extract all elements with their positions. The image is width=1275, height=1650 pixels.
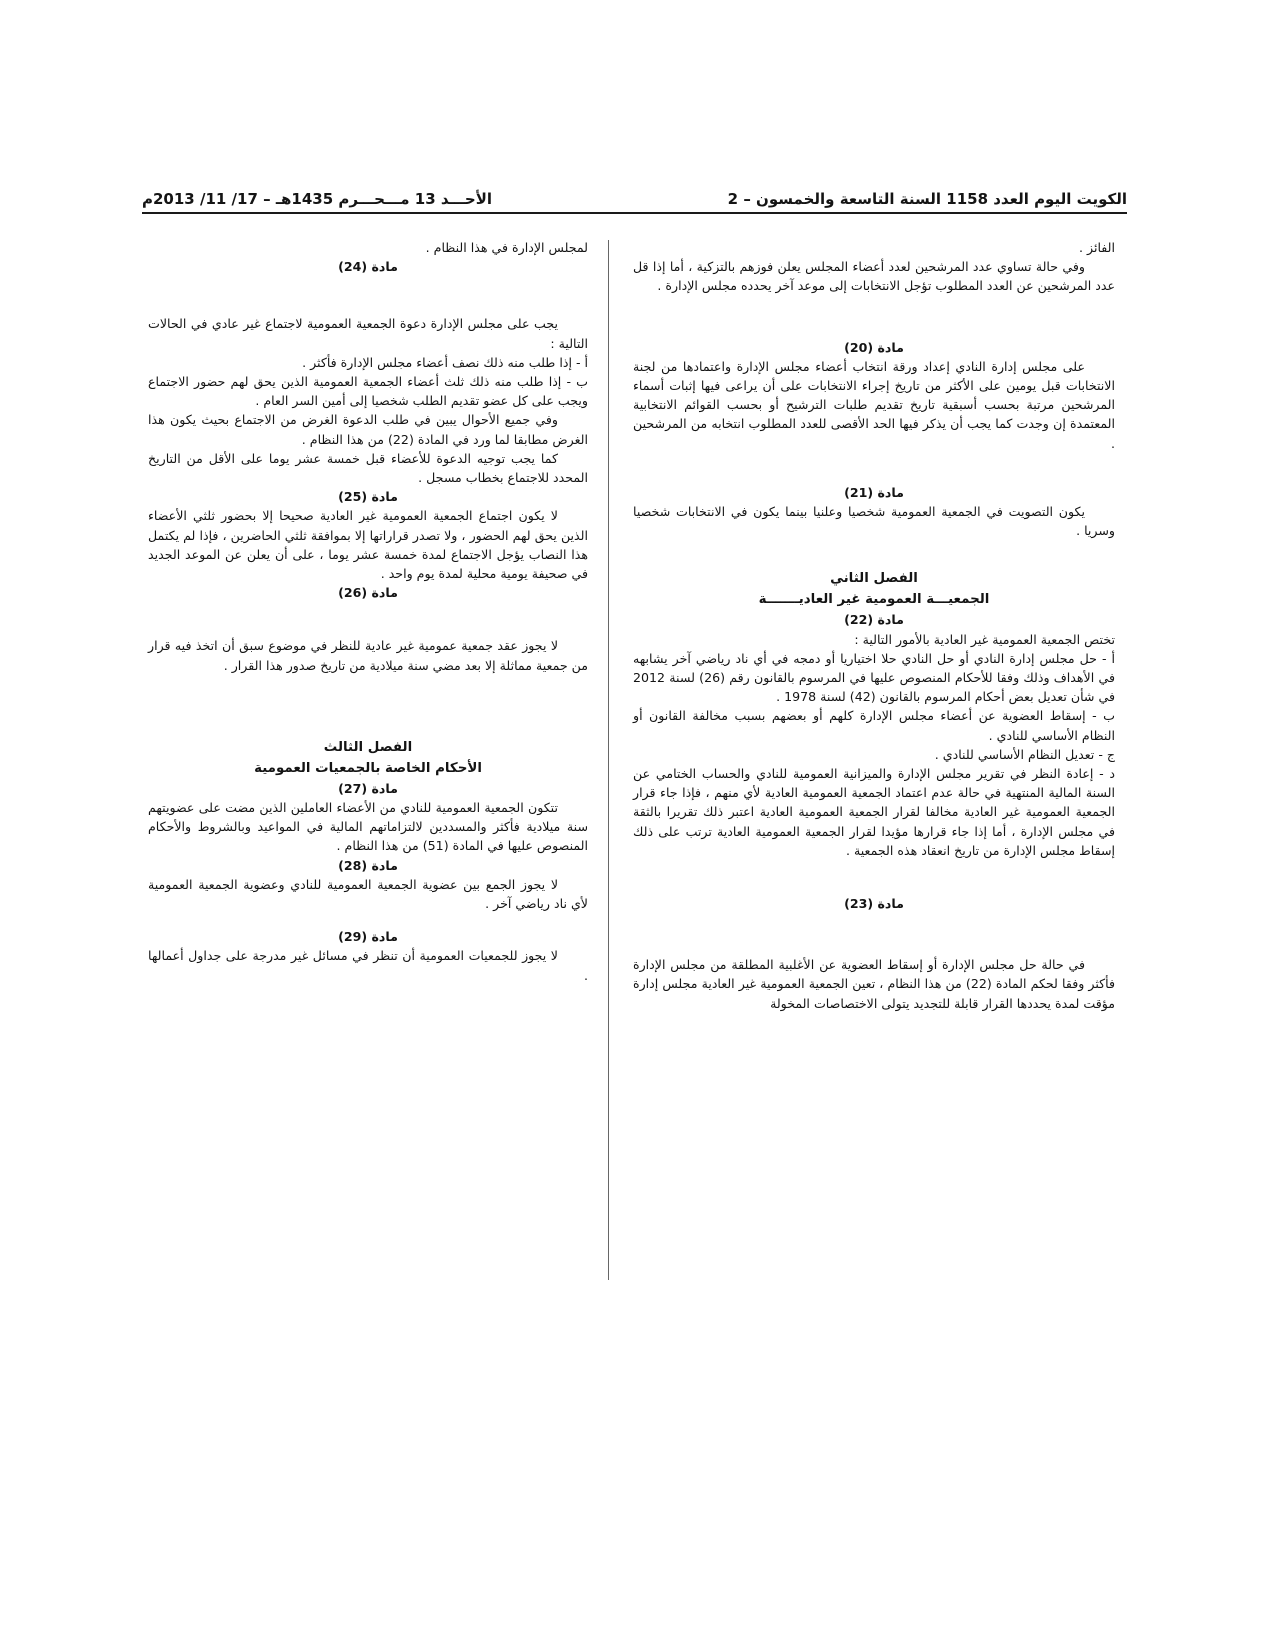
paragraph: لا يجوز للجمعيات العمومية أن تنظر في مسائل غير مدرجة على جداول أعمالها . — [148, 948, 588, 983]
article-heading: مادة (23) — [844, 896, 904, 912]
paragraph: الفائز . — [1078, 240, 1115, 255]
paragraph: تختص الجمعية العمومية غير العادية بالأمور التالية : — [854, 631, 1115, 647]
right-column — [633, 238, 1115, 1013]
article-heading: مادة (22) — [844, 612, 904, 628]
list-item: ب - إذا طلب منه ذلك ثلث أعضاء الجمعية العمومية الذين يحق لهم حضور الاجتماع ويجب على كل عضو تقديم الطلب شخصيا إلى أمين السر العام . — [148, 374, 588, 409]
article-heading: مادة (20) — [844, 339, 904, 355]
gazette-date: الأحـــد 13 مـــحـــرم 1435هـ – 17/ 11/ 2013م — [142, 190, 493, 208]
article-heading: مادة (24) — [338, 259, 398, 275]
gazette-issue-info: الكويت اليوم العدد 1158 السنة التاسعة والخمسون – 2 — [727, 190, 1127, 208]
list-item: أ - إذا طلب منه ذلك نصف أعضاء مجلس الإدارة فأكثر . — [302, 354, 588, 370]
paragraph: لمجلس الإدارة في هذا النظام . — [425, 240, 588, 255]
list-item: ج - تعديل النظام الأساسي للنادي . — [934, 746, 1115, 762]
paragraph: في حالة حل مجلس الإدارة أو إسقاط العضوية عن الأغلبية المطلقة من مجلس الإدارة فأكثر وفقا لحكم المادة (22) من هذا النظام ، تعين الجمعية العمومية غير العادية مجلس إدارة مؤقت لمدة يحددها القرار قابلة للتجديد يتولى الاختصاصات المخولة — [633, 957, 1115, 1011]
column-divider — [608, 240, 609, 1280]
paragraph: يكون التصويت في الجمعية العمومية شخصيا وعلنيا بينما يكون في الانتخابات شخصيا وسريا . — [633, 504, 1115, 539]
article-heading: مادة (25) — [338, 489, 398, 505]
paragraph: تتكون الجمعية العمومية للنادي من الأعضاء العاملين الذين مضت على عضويتهم سنة ميلادية فأكثر والمسددين لالتزاماتهم المالية في المواعيد وبالشروط والأحكام المنصوص عليها في المادة (51) من هذا النظام . — [148, 800, 588, 854]
paragraph: لا يجوز الجمع بين عضوية الجمعية العمومية للنادي وعضوية الجمعية العمومية لأي ناد رياضي آخر . — [148, 876, 588, 912]
paragraph: لا يكون اجتماع الجمعية العمومية غير العادية صحيحا إلا بحضور ثلثي الأعضاء الذين يحق لهم الحضور ، ولا تصدر قراراتها إلا بموافقة ثلثي الحاضرين ، فإذا لم يكتمل هذا النصاب يؤجل الاجتماع لمدة خمسة عشر يوما ، على أن يعلن عن الموعد الجديد في صحيفة يومية محلية لمدة يوم واحد . — [148, 508, 588, 582]
article-heading: مادة (26) — [338, 585, 398, 601]
chapter-subtitle: الأحكام الخاصة بالجمعيات العمومية — [254, 760, 482, 776]
paragraph: وفي جميع الأحوال يبين في طلب الدعوة الغرض من الاجتماع بحيث يكون هذا الغرض مطابقا لما ورد في المادة (22) من هذا النظام . — [148, 412, 588, 447]
header-rule — [142, 212, 1127, 214]
left-column — [148, 238, 588, 985]
article-heading: مادة (21) — [844, 484, 904, 500]
paragraph: وفي حالة تساوي عدد المرشحين لعدد أعضاء المجلس يعلن فوزهم بالتزكية ، أما إذا قل عدد المرشحين عن العدد المطلوب تؤجل الانتخابات إلى موعد آخر يحدده مجلس الإدارة . — [633, 259, 1115, 294]
list-item: د - إعادة النظر في تقرير مجلس الإدارة والميزانية العمومية للنادي والحساب الختامي عن السنة المالية المنتهية في حالة عدم اعتماد الجمعية العمومية العادية لأي منهم ، فإذا جاء قرار الجمعية العمومية غير العادية مخالفا لقرار الجمعية العمومية العادية اعتبر ذلك تقريرا بالثقة في مجلس الإدارة ، أما إذا جاء قرارها مؤيدا لقرار الجمعية العمومية العادية ترتب على ذلك إسقاط مجلس الإدارة من تاريخ انعقاد هذه الجمعية . — [633, 766, 1115, 858]
chapter-title: الفصل الثالث — [323, 739, 413, 755]
article-heading: مادة (27) — [338, 780, 398, 796]
article-heading: مادة (28) — [338, 857, 398, 873]
article-heading: مادة (29) — [338, 929, 398, 945]
chapter-title: الفصل الثاني — [830, 571, 918, 587]
list-item: أ - حل مجلس إدارة النادي أو حل النادي حلا اختياريا أو دمجه في أي ناد رياضي آخر يشابهه في الأهداف وذلك وفقا للأحكام المنصوص عليها في المرسوم بالقانون رقم (26) لسنة 2012 في شأن تعديل بعض أحكام المرسوم بالقانون (42) لسنة 1978 . — [633, 650, 1115, 705]
paragraph: على مجلس إدارة النادي إعداد ورقة انتخاب أعضاء مجلس الإدارة واعتمادها من لجنة الانتخابات قبل يومين على الأكثر من تاريخ إجراء الانتخابات على أن يراعى فيها إثبات أسماء المرشحين مرتبة بحسب أسبقية تاريخ تقديم طلبات الترشيح أو بحسب القوائم الانتخابية المعتمدة إن وجدت كما يجب أن يذكر فيها الحد الأقصى للعدد المطلوب انتخابه من المرشحين . — [633, 358, 1115, 451]
paragraph: لا يجوز عقد جمعية عمومية غير عادية للنظر في موضوع سبق أن اتخذ فيه قرار من جمعية مماثلة إلا بعد مضي سنة ميلادية من تاريخ صدور هذا القرار . — [148, 638, 588, 673]
paragraph: يجب على مجلس الإدارة دعوة الجمعية العمومية لاجتماع غير عادي في الحالات التالية : — [148, 316, 588, 351]
chapter-subtitle: الجمعيـــة العمومية غير العاديـــــــة — [758, 592, 990, 608]
paragraph: كما يجب توجيه الدعوة للأعضاء قبل خمسة عشر يوما على الأقل من التاريخ المحدد للاجتماع بخطاب مسجل . — [148, 450, 588, 486]
list-item: ب - إسقاط العضوية عن أعضاء مجلس الإدارة كلهم أو بعضهم بسبب مخالفة القانون أو النظام الأساسي للنادي . — [633, 708, 1115, 743]
